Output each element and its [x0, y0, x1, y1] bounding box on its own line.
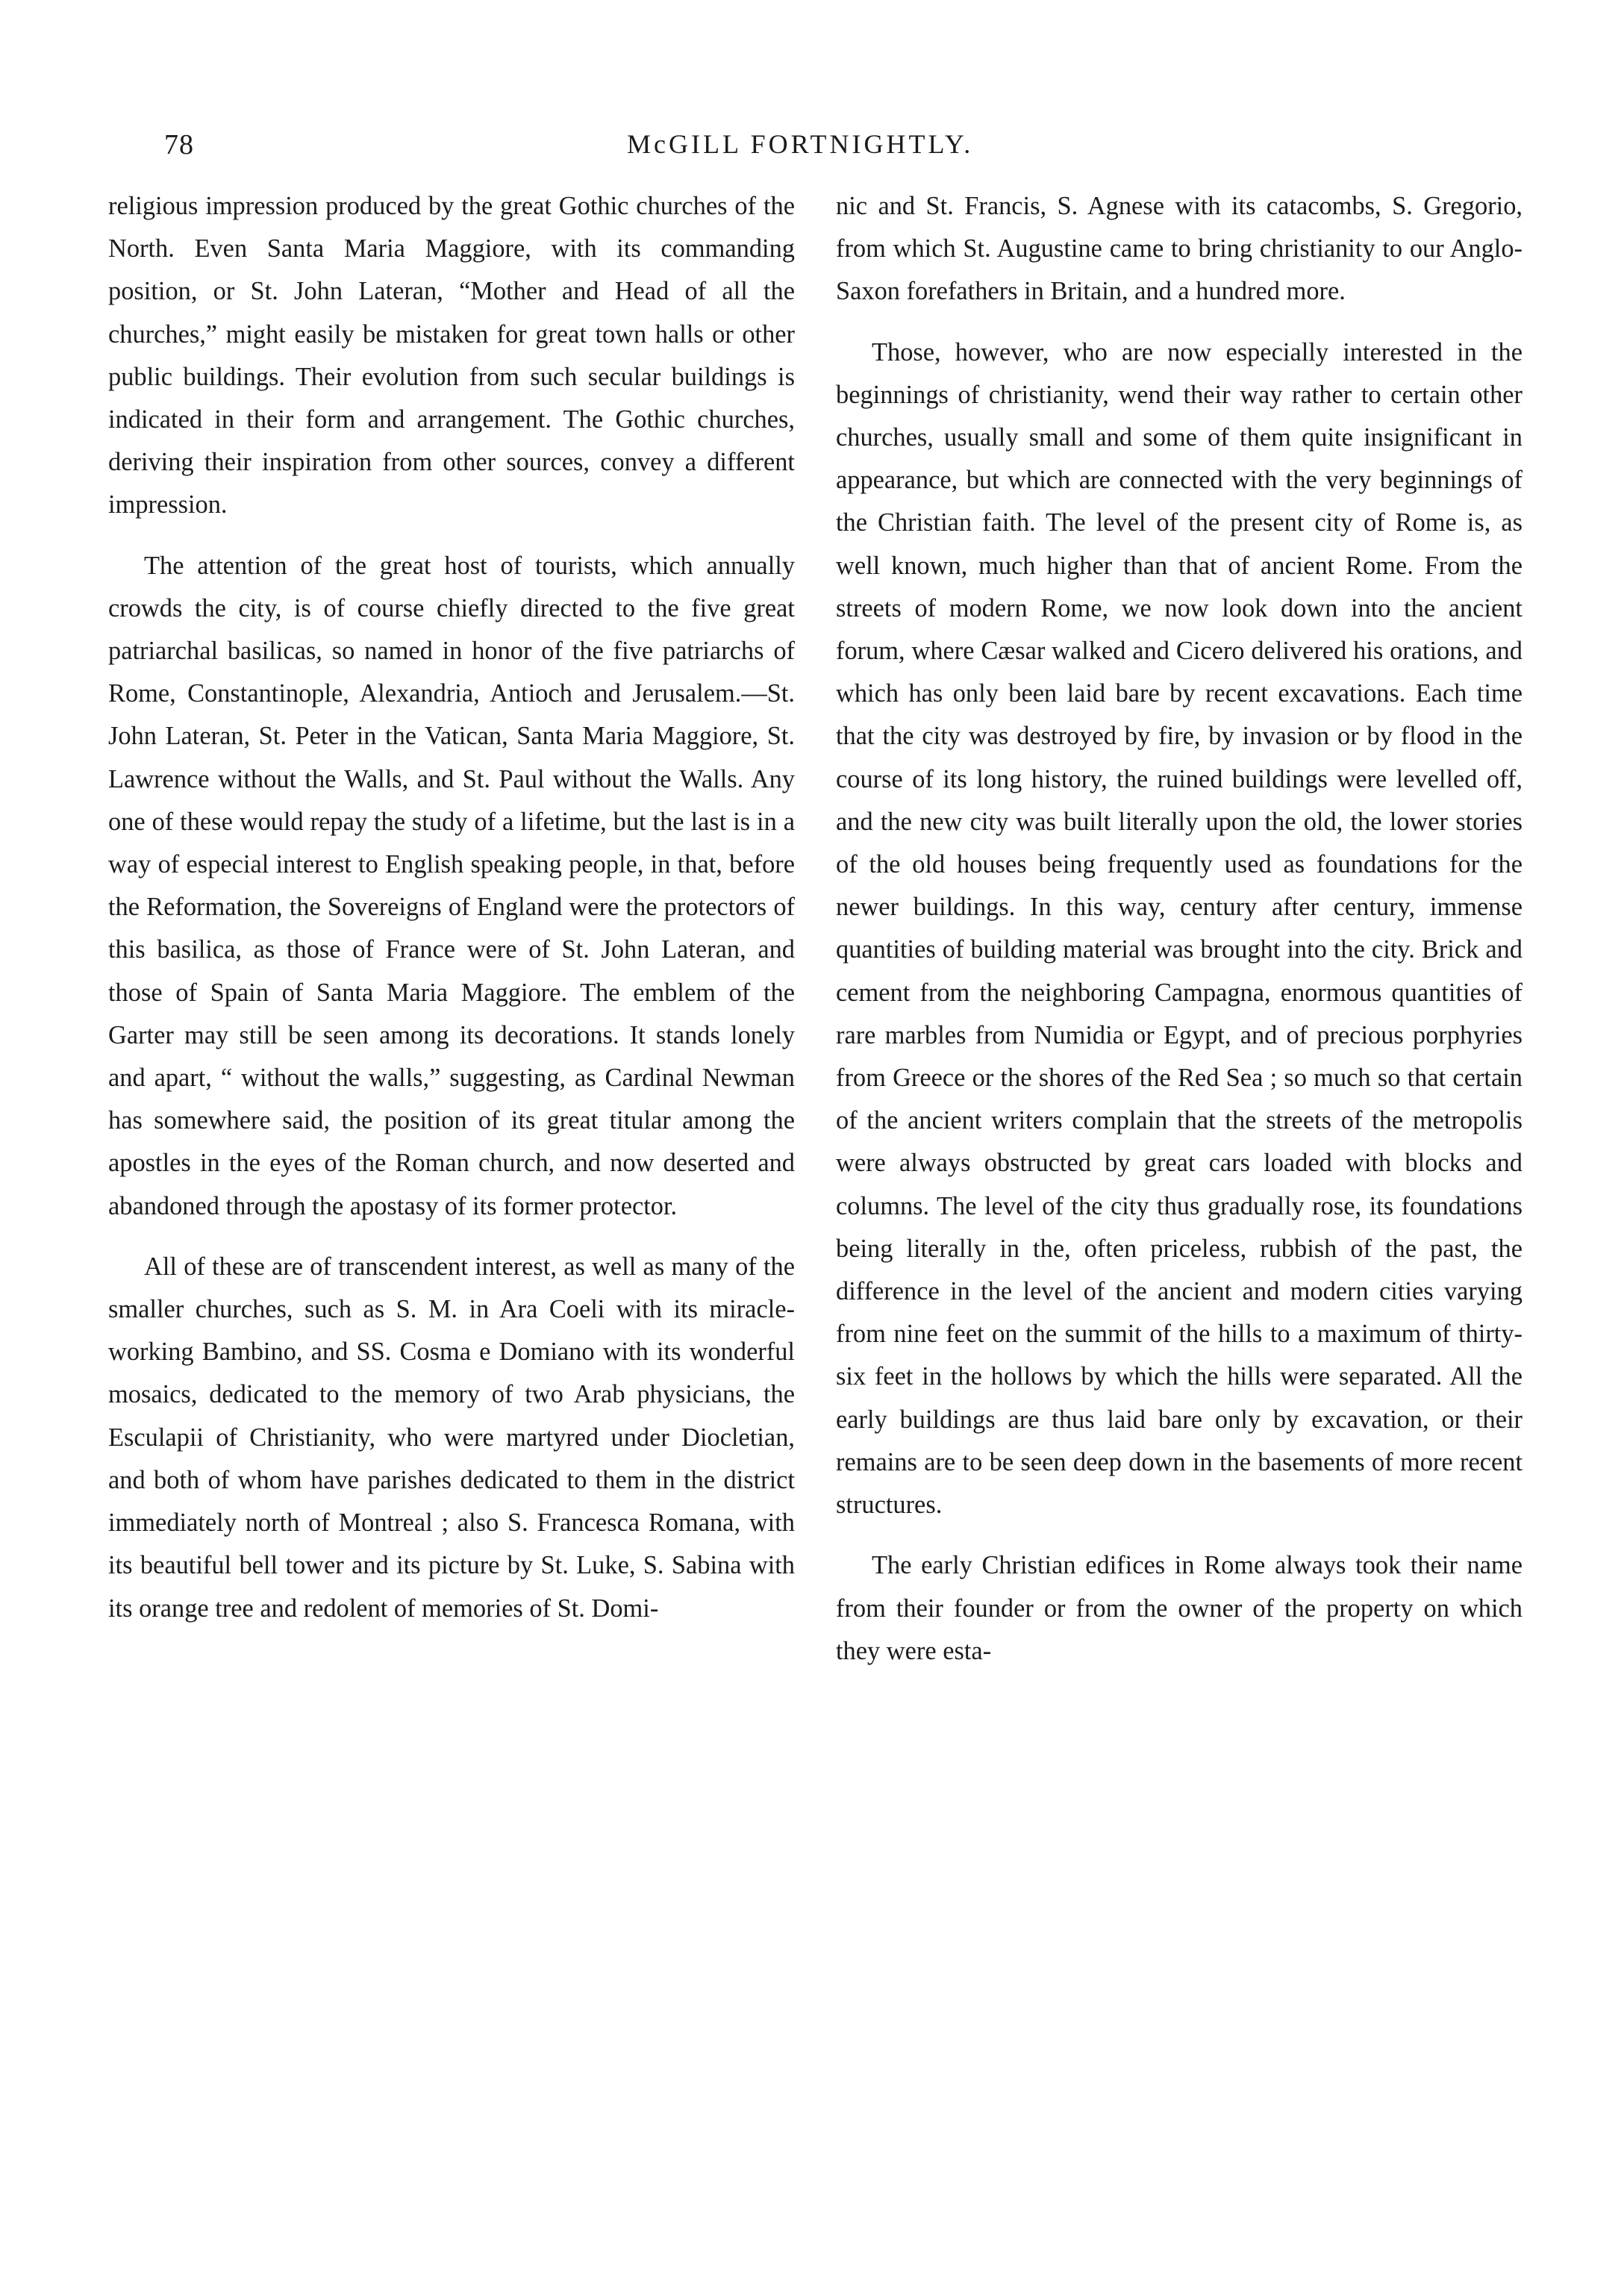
- paragraph: nic and St. Francis, S. Agnese with its catacombs, S. Gregorio, from which St. Augustine came to bring christianity to our Anglo-Saxon forefathers in Britain, and a hundred more.: [836, 192, 1522, 306]
- running-title: McGILL FORTNIGHTLY.: [627, 129, 974, 159]
- running-header: [149, 128, 1493, 173]
- paragraph: The early Christian edifices in Rome always took their name from their founder or from the owner of the property on which they were esta-: [836, 1551, 1522, 1665]
- paragraph: The attention of the great host of tourists, which annually crowds the city, is of course chiefly directed to the five great patriarchal basilicas, so named in honor of the five patriarchs of Rome, Constantinople, Alexandria, Antioch and Jerusalem.—St. John Lateran, St. Peter in the Vatican, Santa Maria Maggiore, St. Lawrence without the Walls, and St. Paul without the Walls. Any one of these would repay the study of a lifetime, but the last is in a way of especial interest to English speaking people, in that, before the Reformation, the Sovereigns of England were the protectors of this basilica, as those of France were of St. John Lateran, and those of Spain of Santa Maria Maggiore. The emblem of the Garter may still be seen among its decorations. It stands lonely and apart, “ without the walls,” suggesting, as Cardinal Newman has somewhere said, the position of its great titular among the apostles in the eyes of the Roman church, and now deserted and abandoned through the apostasy of its former protector.: [108, 551, 795, 1220]
- paragraph: Those, however, who are now especially interested in the beginnings of christianity, wend their way rather to certain other churches, usually small and some of them quite insignificant in appearance, but which are connected with the very beginnings of the Christian faith. The level of the present city of Rome is, as well known, much higher than that of ancient Rome. From the streets of modern Rome, we now look down into the ancient forum, where Cæsar walked and Cicero delivered his orations, and which has only been laid bare by recent excavations. Each time that the city was destroyed by fire, by invasion or by flood in the course of its long history, the ruined buildings were levelled off, and the new city was built literally upon the old, the lower stories of the old houses being frequently used as foundations for the newer buildings. In this way, century after century, immense quantities of building material was brought into the city. Brick and cement from the neighboring Campagna, enormous quantities of rare marbles from Numidia or Egypt, and of precious porphyries from Greece or the shores of the Red Sea ; so much so that certain of the ancient writers complain that the streets of the metropolis were always obstructed by great cars loaded with blocks and columns. The level of the city thus gradually rose, its foundations being literally in the, often priceless, rubbish of the past, the difference in the level of the ancient and modern cities varying from nine feet on the summit of the hills to a maximum of thirty-six feet in the hollows by which the hills were separated. All the early buildings are thus laid bare only by excavation, or their remains are to be seen deep down in the basements of more recent structures.: [836, 337, 1522, 1520]
- paragraph: All of these are of transcendent interest, as well as many of the smaller churches, such as S. M. in Ara Coeli with its miracle-working Bambino, and SS. Cosma e Domiano with its wonderful mosaics, dedicated to the memory of two Arab physicians, the Esculapii of Christianity, who were martyred under Diocletian, and both of whom have parishes dedicated to them in the district immediately north of Montreal ; also S. Francesca Romana, with its beautiful bell tower and its picture by St. Luke, S. Sabina with its orange tree and redolent of memories of St. Domi-: [108, 1252, 795, 1623]
- paragraph: religious impression produced by the great Gothic churches of the North. Even Santa Maria Maggiore, with its commanding position, or St. John Lateran, “Mother and Head of all the churches,” might easily be mistaken for great town halls or other public buildings. Their evolution from such secular buildings is indicated in their form and arrangement. The Gothic churches, deriving their inspiration from other sources, convey a different impression.: [108, 192, 795, 519]
- left-column: [108, 185, 795, 1648]
- page-number: 78: [164, 129, 194, 160]
- right-column: [836, 185, 1522, 1691]
